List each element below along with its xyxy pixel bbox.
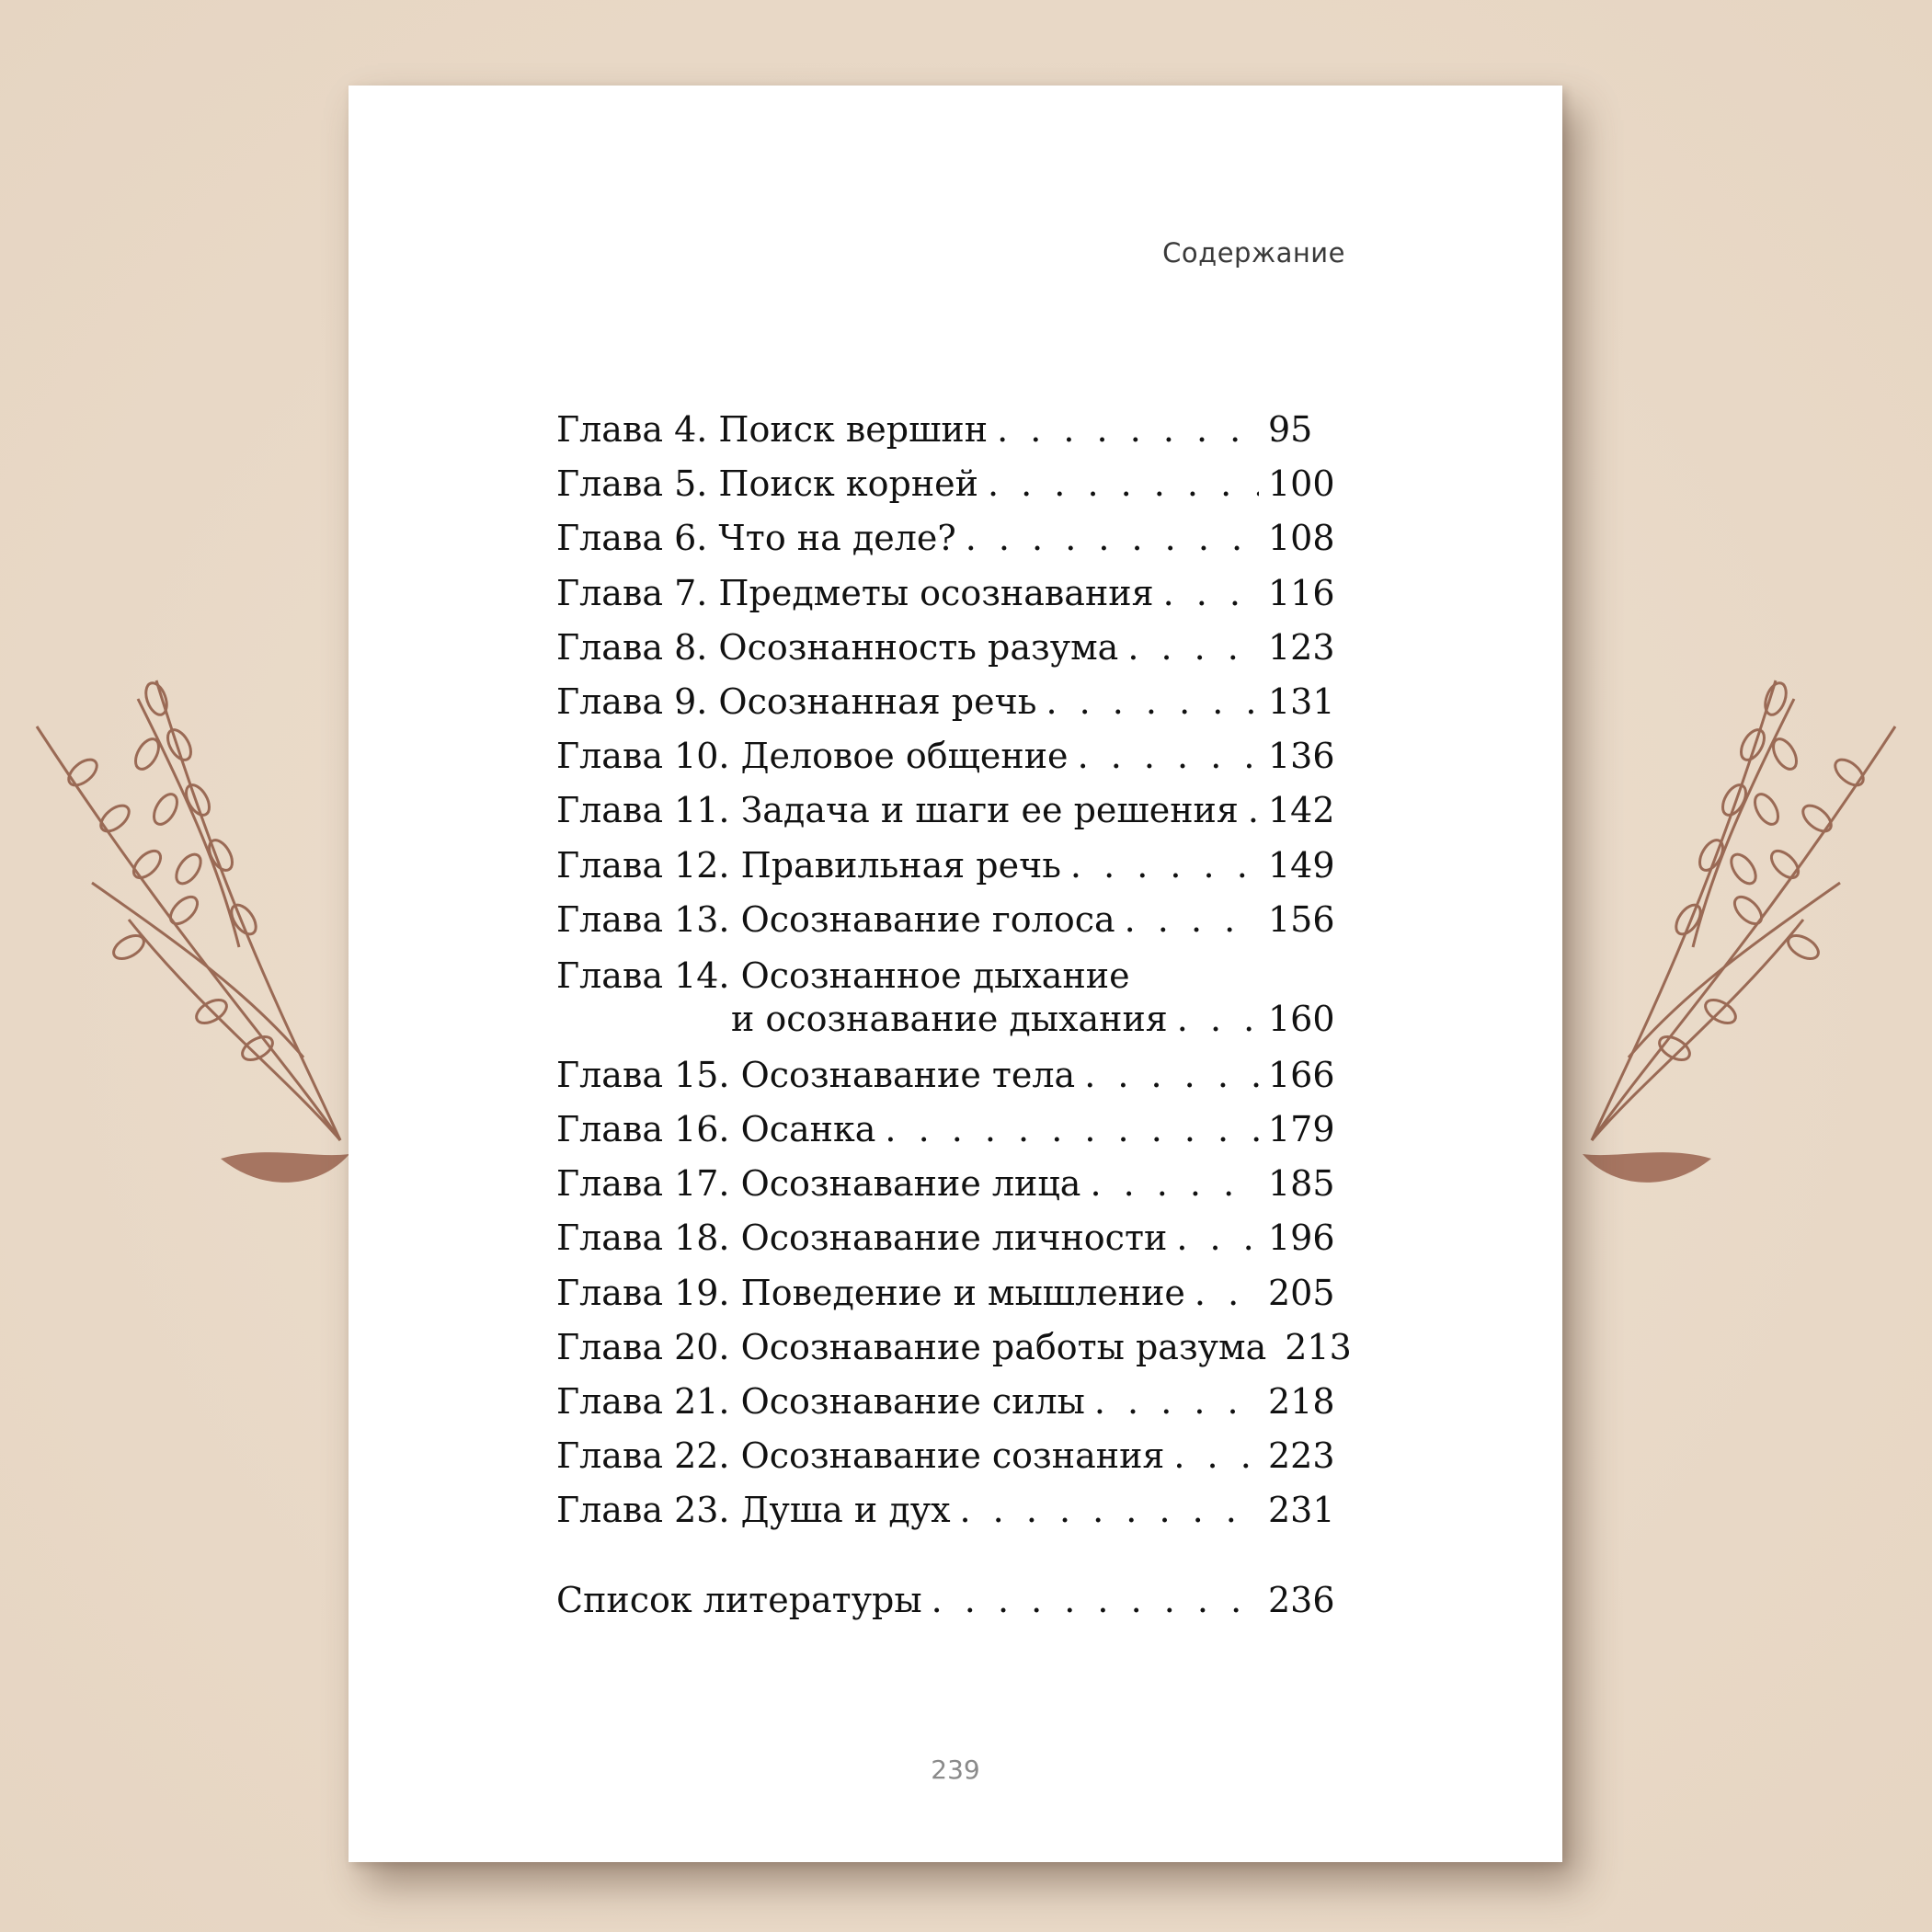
toc-entry-title: Глава 13. Осознавание голоса xyxy=(556,898,1115,940)
toc-entry-title: Глава 16. Осанка xyxy=(556,1109,876,1150)
leader-dots xyxy=(1078,736,1259,776)
leader-dots xyxy=(1125,899,1259,940)
toc-entry xyxy=(556,409,1329,463)
toc-entry xyxy=(556,1326,1352,1381)
toc-entry-bibliography xyxy=(556,1579,1335,1634)
leader-dots xyxy=(1173,1435,1259,1476)
toc-entry xyxy=(556,1163,1335,1218)
table-of-contents xyxy=(556,409,1352,1634)
toc-entry-page: 231 xyxy=(1268,1490,1335,1531)
leader-dots xyxy=(997,409,1259,450)
toc-entry xyxy=(556,518,1335,572)
toc-entry-title: Глава 9. Осознанная речь xyxy=(556,680,1037,722)
toc-entry-page: 166 xyxy=(1268,1054,1335,1095)
toc-entry-page: 116 xyxy=(1268,572,1335,613)
leader-dots xyxy=(1176,1218,1259,1258)
toc-entry-page: 100 xyxy=(1268,463,1335,505)
toc-entry-title: Глава 15. Осознавание тела xyxy=(556,1054,1076,1095)
leader-dots xyxy=(1248,790,1259,830)
book-page xyxy=(349,86,1562,1862)
toc-entry-page: 213 xyxy=(1285,1326,1352,1367)
toc-entry xyxy=(556,1490,1335,1544)
toc-entry-title: Глава 19. Поведение и мышление xyxy=(556,1272,1185,1313)
leader-dots xyxy=(1084,1055,1259,1095)
toc-entry-page: 123 xyxy=(1268,626,1335,668)
toc-entry xyxy=(556,1109,1335,1163)
toc-entry xyxy=(556,572,1335,627)
toc-entry xyxy=(556,626,1335,681)
toc-entry-page: 205 xyxy=(1268,1272,1335,1313)
toc-entry xyxy=(556,1381,1335,1435)
toc-entry-page: 95 xyxy=(1268,409,1313,450)
toc-entry-title: Глава 21. Осознавание силы xyxy=(556,1381,1085,1422)
leader-dots xyxy=(885,1109,1259,1149)
toc-entry-title: Глава 11. Задача и шаги ее решения xyxy=(556,790,1239,831)
toc-entry-page: 160 xyxy=(1268,998,1335,1039)
toc-entry xyxy=(556,463,1335,518)
toc-entry-page: 142 xyxy=(1268,790,1335,831)
toc-entry-title: Глава 8. Осознанность разума xyxy=(556,626,1119,668)
running-head: Содержание xyxy=(1162,237,1345,269)
toc-entry-title: Глава 17. Осознавание лица xyxy=(556,1163,1081,1205)
toc-entry-title: Глава 5. Поиск корней xyxy=(556,463,978,505)
toc-entry-title: Глава 7. Предметы осознавания xyxy=(556,572,1154,613)
toc-entry-title: Глава 10. Деловое общение xyxy=(556,736,1069,777)
toc-entry-title: Глава 4. Поиск вершин xyxy=(556,409,989,450)
page-number: 239 xyxy=(931,1755,980,1785)
toc-entry-title: Глава 12. Правильная речь xyxy=(556,844,1061,886)
toc-entry-title: Глава 14. Осознанное дыхание xyxy=(556,955,1130,996)
toc-entry-title-continued: и осознавание дыхания xyxy=(731,998,1168,1039)
toc-entry-page: 179 xyxy=(1268,1109,1335,1150)
toc-entry-page: 196 xyxy=(1268,1218,1335,1259)
toc-entry-two-line xyxy=(556,954,1335,1044)
toc-entry-page: 218 xyxy=(1268,1381,1335,1422)
leader-dots xyxy=(960,1490,1259,1530)
leader-dots xyxy=(1070,845,1259,886)
toc-entry xyxy=(556,1435,1335,1490)
toc-entry xyxy=(556,790,1335,844)
leader-dots xyxy=(1195,1273,1259,1313)
toc-entry-page: 223 xyxy=(1268,1435,1335,1477)
toc-entry-page: 185 xyxy=(1268,1163,1335,1205)
toc-entry-page: 108 xyxy=(1268,518,1335,559)
toc-entry-page: 136 xyxy=(1268,736,1335,777)
toc-entry-title: Глава 20. Осознавание работы разума xyxy=(556,1326,1267,1367)
toc-entry xyxy=(556,1272,1335,1327)
leader-dots xyxy=(932,1580,1259,1620)
leader-dots xyxy=(988,463,1259,504)
toc-entry xyxy=(556,844,1335,899)
toc-entry-title: Список литературы xyxy=(556,1579,922,1620)
leader-dots xyxy=(1177,999,1259,1039)
toc-entry xyxy=(556,680,1335,736)
toc-entry-page: 131 xyxy=(1268,680,1335,722)
leader-dots xyxy=(1163,573,1259,613)
toc-entry-page: 149 xyxy=(1268,844,1335,886)
toc-entry-page: 236 xyxy=(1268,1579,1335,1620)
toc-entry-title: Глава 6. Что на деле? xyxy=(556,518,956,559)
leader-dots xyxy=(966,518,1259,558)
toc-entry-title: Глава 22. Осознавание сознания xyxy=(556,1435,1165,1477)
toc-entry xyxy=(556,1218,1335,1272)
toc-entry-title: Глава 18. Осознавание личности xyxy=(556,1218,1168,1259)
leader-dots xyxy=(1090,1163,1259,1204)
toc-entry xyxy=(556,898,1335,954)
leader-dots xyxy=(1046,681,1259,722)
toc-entry xyxy=(556,736,1335,790)
toc-entry-title: Глава 23. Душа и дух xyxy=(556,1490,951,1531)
leader-dots xyxy=(1127,627,1259,668)
toc-entry xyxy=(556,1054,1335,1109)
toc-entry-page: 156 xyxy=(1268,898,1335,940)
leader-dots xyxy=(1094,1381,1259,1422)
